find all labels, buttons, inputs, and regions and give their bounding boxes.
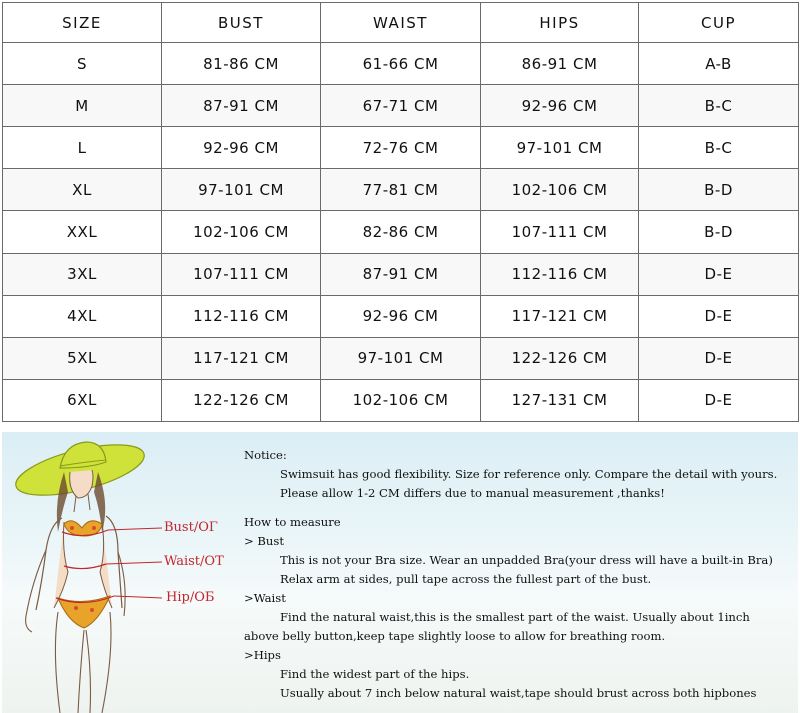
hips-instruction: Usually about 7 inch below natural waist,tape should brust across both hipbones (280, 686, 757, 700)
table-row (3, 127, 799, 169)
waist-cell: 97-101 CM (321, 337, 481, 379)
size-cell: 6XL (3, 379, 162, 421)
header-size: SIZE (3, 3, 162, 43)
bust-instruction: This is not your Bra size. Wear an unpadded Bra(your dress will have a built-in Bra) (280, 553, 773, 567)
size-cell: 5XL (3, 337, 162, 379)
measurement-notes (244, 446, 794, 703)
size-cell: L (3, 127, 162, 169)
hips-cell: 107-111 CM (481, 211, 639, 253)
hip-label: Hip/OБ (166, 590, 215, 605)
table-row (3, 337, 799, 379)
waist-cell: 92-96 CM (321, 295, 481, 337)
size-chart-table (2, 2, 799, 422)
cup-cell: D-E (639, 295, 799, 337)
waist-cell: 61-66 CM (321, 43, 481, 85)
notice-line: Swimsuit has good flexibility. Size for reference only. Compare the detail with yours. (280, 467, 778, 481)
size-cell: 3XL (3, 253, 162, 295)
size-cell: 4XL (3, 295, 162, 337)
bust-cell: 112-116 CM (162, 295, 321, 337)
waist-instruction: Find the natural waist,this is the smallest part of the waist. Usually about 1inch (280, 610, 750, 624)
table-row (3, 85, 799, 127)
cup-cell: D-E (639, 379, 799, 421)
measurement-guide-panel (2, 432, 798, 713)
header-row (3, 3, 799, 43)
hips-cell: 86-91 CM (481, 43, 639, 85)
cup-cell: B-D (639, 169, 799, 211)
bust-label: Bust/OΓ (164, 520, 218, 535)
table-row (3, 253, 799, 295)
cup-cell: A-B (639, 43, 799, 85)
bust-cell: 87-91 CM (162, 85, 321, 127)
table-row (3, 211, 799, 253)
bust-cell: 107-111 CM (162, 253, 321, 295)
hips-cell: 92-96 CM (481, 85, 639, 127)
size-cell: XXL (3, 211, 162, 253)
waist-cell: 102-106 CM (321, 379, 481, 421)
bust-cell: 81-86 CM (162, 43, 321, 85)
header-bust: BUST (162, 3, 321, 43)
size-cell: M (3, 85, 162, 127)
table-row (3, 169, 799, 211)
bust-instruction: Relax arm at sides, pull tape across the fullest part of the bust. (280, 572, 652, 586)
header-hips: HIPS (481, 3, 639, 43)
notice-title: Notice: (244, 448, 287, 462)
header-waist: WAIST (321, 3, 481, 43)
hips-cell: 102-106 CM (481, 169, 639, 211)
hips-cell: 97-101 CM (481, 127, 639, 169)
bust-cell: 92-96 CM (162, 127, 321, 169)
size-cell: XL (3, 169, 162, 211)
waist-cell: 82-86 CM (321, 211, 481, 253)
size-cell: S (3, 43, 162, 85)
hips-cell: 117-121 CM (481, 295, 639, 337)
bust-cell: 122-126 CM (162, 379, 321, 421)
cup-cell: B-D (639, 211, 799, 253)
table-row (3, 379, 799, 421)
header-cup: CUP (639, 3, 799, 43)
cup-cell: D-E (639, 337, 799, 379)
waist-instruction: above belly button,keep tape slightly loose to allow for breathing room. (244, 629, 666, 643)
hips-instruction: Find the widest part of the hips. (280, 667, 470, 681)
bust-section-title: > Bust (244, 534, 284, 548)
hips-cell: 127-131 CM (481, 379, 639, 421)
measurement-figure (2, 432, 242, 713)
bust-cell: 97-101 CM (162, 169, 321, 211)
notice-line: Please allow 1-2 CM differs due to manual measurement ,thanks! (280, 486, 665, 500)
hips-section-title: >Hips (244, 648, 281, 662)
bust-cell: 117-121 CM (162, 337, 321, 379)
cup-cell: B-C (639, 127, 799, 169)
waist-cell: 87-91 CM (321, 253, 481, 295)
waist-cell: 72-76 CM (321, 127, 481, 169)
waist-section-title: >Waist (244, 591, 286, 605)
how-to-measure-title: How to measure (244, 515, 341, 529)
waist-label: Waist/OT (164, 554, 224, 569)
bust-cell: 102-106 CM (162, 211, 321, 253)
waist-cell: 67-71 CM (321, 85, 481, 127)
table-row (3, 295, 799, 337)
hips-cell: 112-116 CM (481, 253, 639, 295)
cup-cell: B-C (639, 85, 799, 127)
cup-cell: D-E (639, 253, 799, 295)
table-row (3, 43, 799, 85)
waist-cell: 77-81 CM (321, 169, 481, 211)
hips-cell: 122-126 CM (481, 337, 639, 379)
woman-illustration (2, 432, 242, 713)
